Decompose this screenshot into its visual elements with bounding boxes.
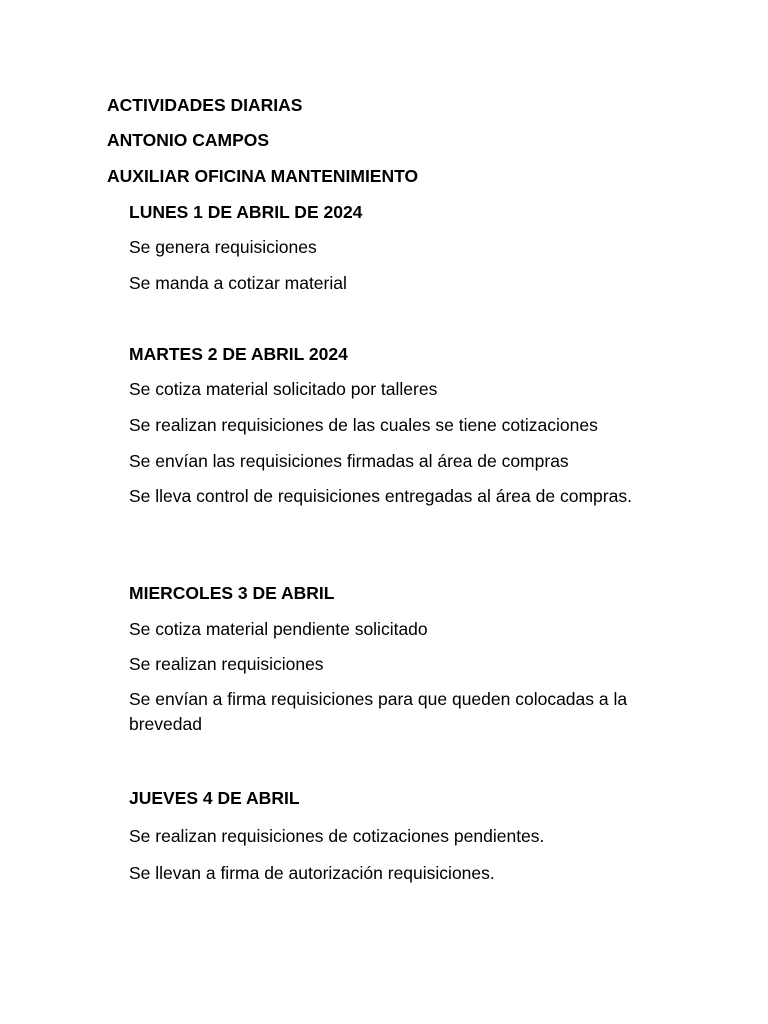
day-heading-monday: LUNES 1 DE ABRIL DE 2024 xyxy=(129,202,363,222)
activity-item: Se cotiza material pendiente solicitado xyxy=(129,619,428,639)
activity-item: Se genera requisiciones xyxy=(129,237,317,257)
activity-item: Se realizan requisiciones de las cuales se tiene cotizaciones xyxy=(129,415,598,435)
activity-item: Se lleva control de requisiciones entregadas al área de compras. xyxy=(129,486,632,506)
day-heading-wednesday: MIERCOLES 3 DE ABRIL xyxy=(129,583,335,603)
activity-item: Se realizan requisiciones xyxy=(129,654,324,674)
activity-item: Se envían las requisiciones firmadas al área de compras xyxy=(129,451,569,471)
document-title: ACTIVIDADES DIARIAS xyxy=(107,95,303,115)
employee-position: AUXILIAR OFICINA MANTENIMIENTO xyxy=(107,166,419,186)
employee-name: ANTONIO CAMPOS xyxy=(107,130,270,150)
day-heading-tuesday: MARTES 2 DE ABRIL 2024 xyxy=(129,344,348,364)
activity-item: Se llevan a firma de autorización requisiciones. xyxy=(129,863,495,883)
activity-item: Se realizan requisiciones de cotizaciones pendientes. xyxy=(129,826,545,846)
day-heading-thursday: JUEVES 4 DE ABRIL xyxy=(129,788,300,808)
activity-item: Se envían a firma requisiciones para que queden colocadas a la brevedad xyxy=(129,689,628,734)
activity-item: Se manda a cotizar material xyxy=(129,273,347,293)
activity-item: Se cotiza material solicitado por talleres xyxy=(129,379,438,399)
